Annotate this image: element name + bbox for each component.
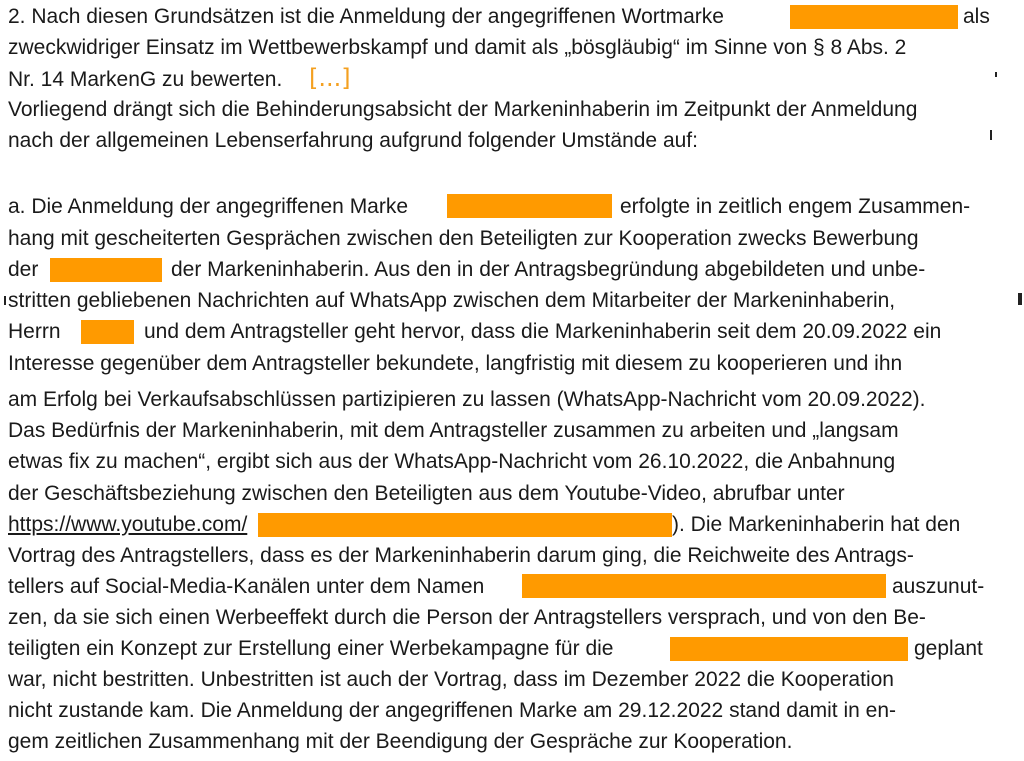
text-fragment: Herrn <box>8 320 61 343</box>
text-line <box>171 257 925 285</box>
text-line <box>8 512 247 540</box>
text-line <box>8 449 895 477</box>
text-fragment: hang mit gescheiterten Gesprächen zwischen den Beteiligten zur Kooperation zwecks Bewerbung <box>8 227 919 250</box>
text-line <box>8 194 408 222</box>
text-fragment: Vorliegend drängt sich die Behinderungsabsicht der Markeninhaberin im Zeitpunkt der Anmeldung <box>8 98 918 121</box>
text-line <box>8 226 919 254</box>
text-fragment: als <box>963 5 990 28</box>
text-line <box>8 418 899 446</box>
text-fragment: Vortrag des Antragstellers, dass es der Markeninhaberin darum ging, die Reichweite des Antrags- <box>8 544 914 567</box>
text-fragment: ). Die Markeninhaberin hat den <box>672 513 961 536</box>
text-line <box>8 319 61 347</box>
text-line <box>8 97 917 125</box>
text-line <box>8 481 845 509</box>
text-fragment: der <box>8 258 39 281</box>
text-fragment: nicht zustande kam. Die Anmeldung der angegriffenen Marke am 29.12.2022 stand damit in en- <box>8 699 896 722</box>
omission-marker: [...] <box>309 64 351 92</box>
redaction-block <box>447 194 612 218</box>
text-fragment: und dem Antragsteller geht hervor, dass die Markeninhaberin seit dem 20.09.2022 ein <box>144 320 942 343</box>
scan-artifact <box>995 72 997 77</box>
text-line <box>8 698 896 726</box>
text-fragment: geplant <box>914 637 983 660</box>
text-fragment: Nr. 14 MarkenG zu bewerten. <box>8 68 283 91</box>
text-line <box>8 605 926 633</box>
text-line <box>8 67 282 95</box>
text-fragment: der Markeninhaberin. Aus den in der Antragsbegründung abgebildeten und unbe- <box>171 258 926 281</box>
redaction-block <box>670 637 908 661</box>
text-fragment: zweckwidriger Einsatz im Wettbewerbskampf und damit als „bösgläubig“ im Sinne von § 8 Abs. 2 <box>8 36 907 59</box>
text-line <box>892 574 984 602</box>
redaction-block <box>258 513 672 537</box>
text-line <box>8 543 914 571</box>
text-line <box>8 4 724 32</box>
youtube-link[interactable]: https://www.youtube.com/ <box>8 513 248 536</box>
redaction-block <box>81 320 134 344</box>
text-fragment: stritten gebliebenen Nachrichten auf WhatsApp zwischen dem Mitarbeiter der Markeninhaberin, <box>8 289 896 312</box>
text-fragment: etwas fix zu machen“, ergibt sich aus der WhatsApp-Nachricht vom 26.10.2022, die Anbahnung <box>8 450 896 473</box>
text-fragment: am Erfolg bei Verkaufsabschlüssen partizipieren zu lassen (WhatsApp-Nachricht vom 20.09.2022). <box>8 388 926 411</box>
scan-artifact <box>1018 293 1022 305</box>
text-fragment: teiligten ein Konzept zur Erstellung einer Werbekampagne für die <box>8 637 614 660</box>
text-fragment: der Geschäftsbeziehung zwischen den Beteiligten aus dem Youtube-Video, abrufbar unter <box>8 482 845 505</box>
text-line <box>144 319 941 347</box>
redaction-block <box>790 5 958 29</box>
redaction-block <box>522 574 886 598</box>
text-fragment: tellers auf Social-Media-Kanälen unter dem Namen <box>8 575 485 598</box>
text-fragment: nach der allgemeinen Lebenserfahrung aufgrund folgender Umstände auf: <box>8 129 698 152</box>
text-line <box>672 512 960 540</box>
text-line <box>8 35 906 63</box>
text-line <box>8 574 484 602</box>
text-line <box>963 4 990 32</box>
text-fragment: auszunut- <box>892 575 985 598</box>
text-line <box>8 288 895 316</box>
scan-artifact <box>4 296 6 305</box>
text-fragment: zen, da sie sich einen Werbeeffekt durch die Person der Antragstellers versprach, und von den Be- <box>8 606 926 629</box>
text-line <box>8 351 902 379</box>
text-line <box>8 387 925 415</box>
text-line <box>8 667 894 695</box>
text-fragment: erfolgte in zeitlich engem Zusammen- <box>620 195 971 218</box>
text-fragment: Das Bedürfnis der Markeninhaberin, mit dem Antragsteller zusammen zu arbeiten und „langsam <box>8 419 899 442</box>
text-line <box>620 194 970 222</box>
text-line <box>8 128 698 156</box>
scan-artifact <box>990 130 992 140</box>
text-line <box>8 257 38 285</box>
text-line <box>8 636 613 664</box>
text-line <box>8 729 792 757</box>
text-fragment: war, nicht bestritten. Unbestritten ist auch der Vortrag, dass im Dezember 2022 die Kooperation <box>8 668 894 691</box>
text-fragment: a. Die Anmeldung der angegriffenen Marke <box>8 195 409 218</box>
redaction-block <box>50 258 162 282</box>
text-line <box>914 636 983 664</box>
text-fragment: gem zeitlichen Zusammenhang mit der Beendigung der Gespräche zur Kooperation. <box>8 730 793 753</box>
text-fragment: 2. Nach diesen Grundsätzen ist die Anmeldung der angegriffenen Wortmarke <box>8 5 724 28</box>
text-fragment: Interesse gegenüber dem Antragsteller bekundete, langfristig mit diesem zu kooperieren und ihn <box>8 352 903 375</box>
